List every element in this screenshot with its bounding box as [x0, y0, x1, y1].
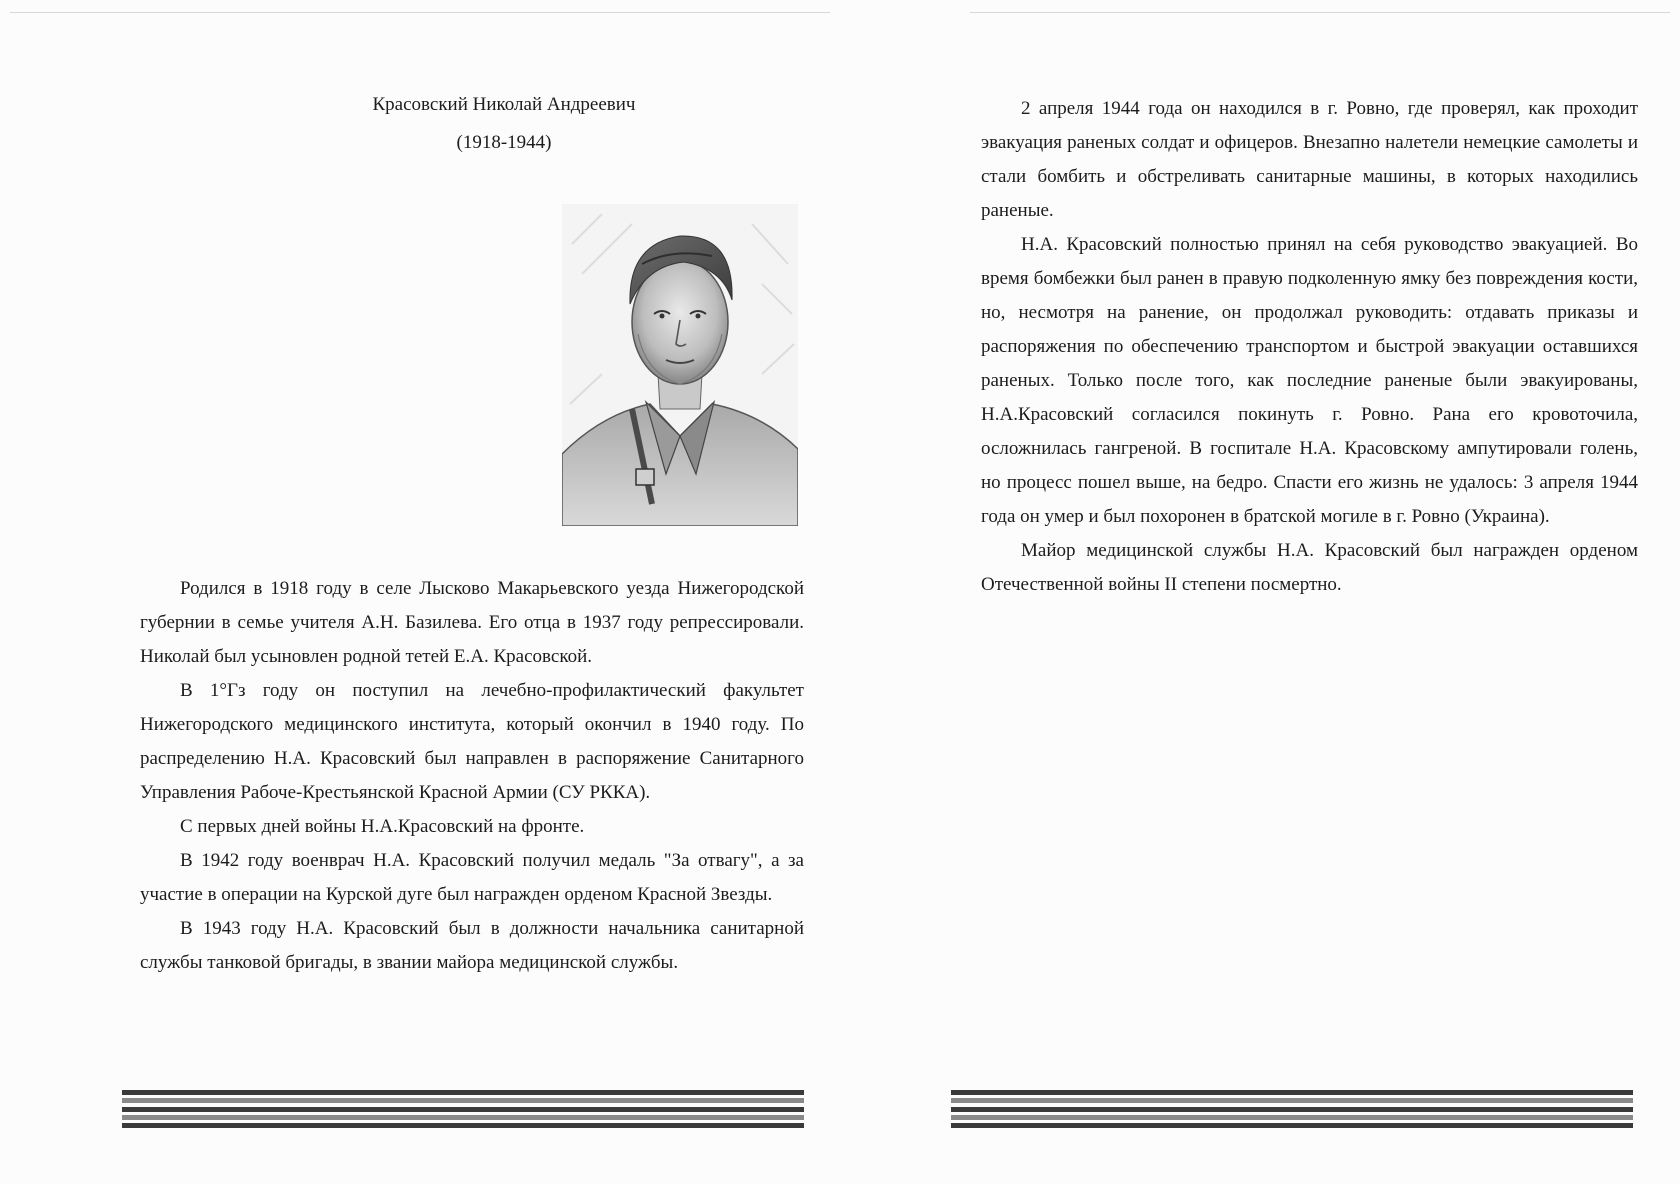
paragraph: С первых дней войны Н.А.Красовский на фронте.: [180, 816, 585, 837]
paragraph: Майор медицинской службы Н.А. Красовский был награжден орденом Отечественной войны II степени посмертно.: [981, 540, 1638, 595]
biography-text-left: [140, 572, 804, 980]
page-title: Красовский Николай Андреевич: [372, 94, 636, 115]
paragraph: Н.А. Красовский полностью принял на себя руководство эвакуацией. Во время бомбежки был ранен в правую подколенную ямку без повреждения кости, но, несмотря на ранение, он продолжал руководить: отдавать приказы и распоряжения по обеспечению транспортом и быстрой эвакуации оставшихся раненых. Только после того, как последние раненые были эвакуированы, Н.А.Красовский согласился покинуть г. Ровно. Рана его кровоточила, осложнилась гангреной. В госпитале Н.А. Красовскому ампутировали голень, но процесс пошел выше, на бедро. Спасти его жизнь не удалось: 3 апреля 1944 года он умер и был похоронен в братской могиле в г. Ровно (Украина).: [981, 234, 1638, 527]
paragraph: В 1942 году военврач Н.А. Красовский получил медаль "За отвагу", а за участие в операции на Курской дуге был награжден орденом Красной Звезды.: [140, 850, 804, 905]
st-george-ribbon-divider: [951, 1090, 1633, 1128]
portrait-drawing: [562, 204, 798, 526]
life-years: (1918-1944): [456, 132, 552, 153]
right-page: [840, 0, 1680, 1184]
top-rule: [970, 12, 1670, 13]
biography-text-right: [981, 92, 1638, 602]
paragraph: Родился в 1918 году в селе Лысково Макарьевского уезда Нижегородской губернии в семье учителя А.Н. Базилева. Его отца в 1937 году репрессировали. Николай был усыновлен родной тетей Е.А. Красовской.: [140, 578, 804, 667]
paragraph: В 1°Гз году он поступил на лечебно-профилактический факультет Нижегородского медицинского института, который окончил в 1940 году. По распределению Н.А. Красовский был направлен в распоряжение Санитарного Управления Рабоче-Крестьянской Красной Армии (СУ РККА).: [140, 680, 804, 803]
paragraph: В 1943 году Н.А. Красовский был в должности начальника санитарной службы танковой бригады, в звании майора медицинской службы.: [140, 918, 804, 973]
paragraph: 2 апреля 1944 года он находился в г. Ровно, где проверял, как проходит эвакуация раненых солдат и офицеров. Внезапно налетели немецкие самолеты и стали бомбить и обстреливать санитарные машины, в которых находились раненые.: [981, 98, 1638, 221]
top-rule: [10, 12, 830, 13]
st-george-ribbon-divider: [122, 1090, 804, 1128]
